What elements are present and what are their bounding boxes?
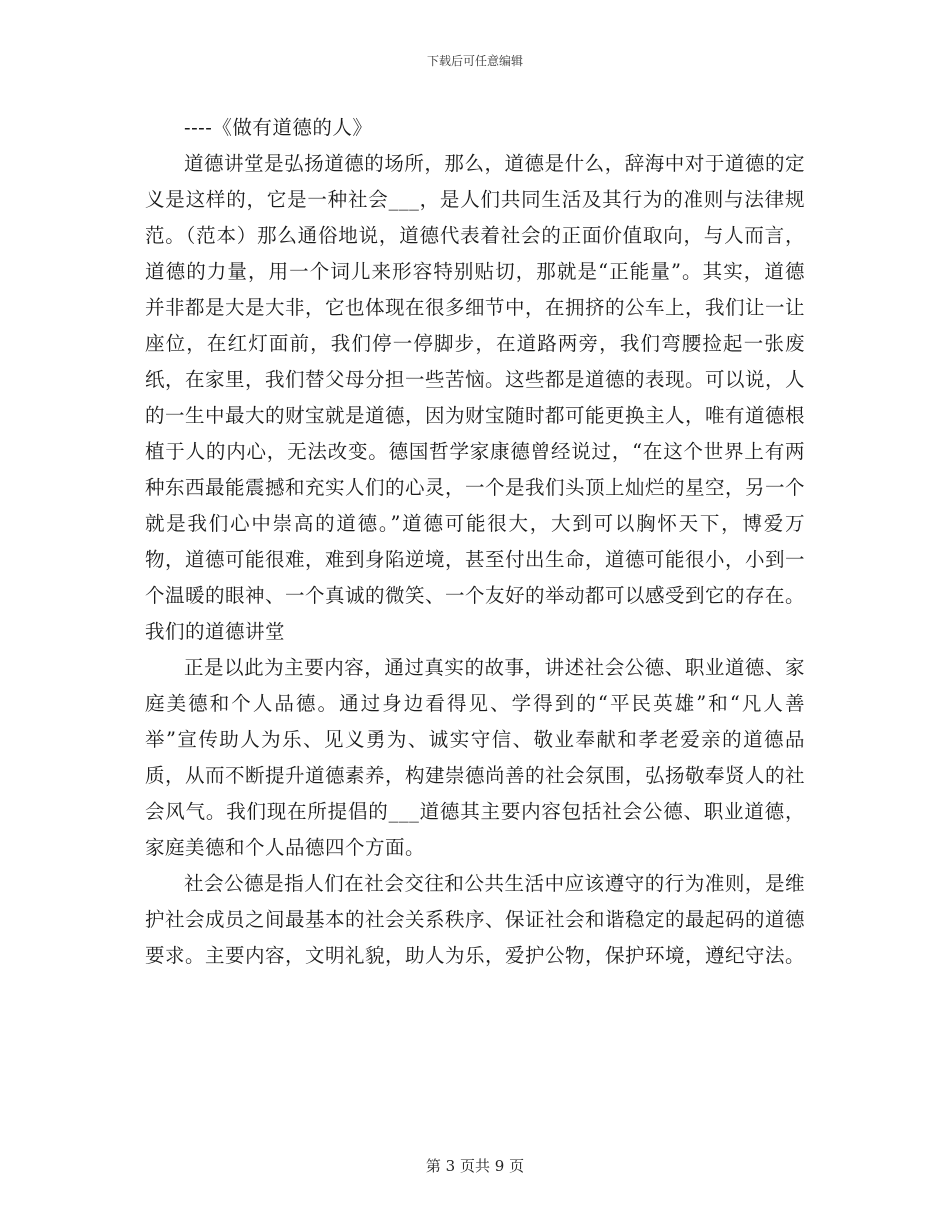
paragraph: 正是以此为主要内容，通过真实的故事，讲述社会公德、职业道德、家庭美德和个人品德。通过身边看得见、学得到的“平民英雄”和“凡人善举”宣传助人为乐、见义勇为、诚实守信、敬业奉献和孝老爱亲的道德品质，从而不断提升道德素养，构建崇德尚善的社会氛围，弘扬敬奉贤人的社会风气。我们现在所提倡的___道德其主要内容包括社会公德、职业道德，家庭美德和个人品德四个方面。 (145, 656, 806, 859)
paragraph: 社会公德是指人们在社会交往和公共生活中应该遵守的行为准则，是维护社会成员之间最基本的社会关系秩序、保证社会和谐稳定的最起码的道德要求。主要内容，文明礼貌，助人为乐，爱护公物，保护环境，遵纪守法。 (145, 872, 806, 967)
page-header: 下载后可任意编辑 (426, 54, 523, 68)
document-body (145, 110, 805, 974)
paragraph: 道德讲堂是弘扬道德的场所，那么，道德是什么，辞海中对于道德的定义是这样的，它是一种社会___，是人们共同生活及其行为的准则与法律规范。（范本）那么通俗地说，道德代表着社会的正面价值取向，与人而言，道德的力量，用一个词儿来形容特别贴切，那就是“正能量”。其实，道德并非都是大是大非，它也体现在很多细节中，在拥挤的公车上，我们让一让座位，在红灯面前，我们停一停脚步，在道路两旁，我们弯腰捡起一张废纸，在家里，我们替父母分担一些苦恼。这些都是道德的表现。可以说，人的一生中最大的财宝就是道德，因为财宝随时都可能更换主人，唯有道德根植于人的内心，无法改变。德国哲学家康德曾经说过，“在这个世界上有两种东西最能震撼和充实人们的心灵，一个是我们头顶上灿烂的星空，另一个就是我们心中崇高的道德。”道德可能很大，大到可以胸怀天下，博爱万物，道德可能很难，难到身陷逆境，甚至付出生命，道德可能很小，小到一个温暖的眼神、一个真诚的微笑、一个友好的举动都可以感受到它的存在。我们的道德讲堂 (145, 152, 806, 643)
page-footer: 第 3 页共 9 页 (425, 1157, 525, 1175)
section-title: ----《做有道德的人》 (184, 116, 373, 139)
